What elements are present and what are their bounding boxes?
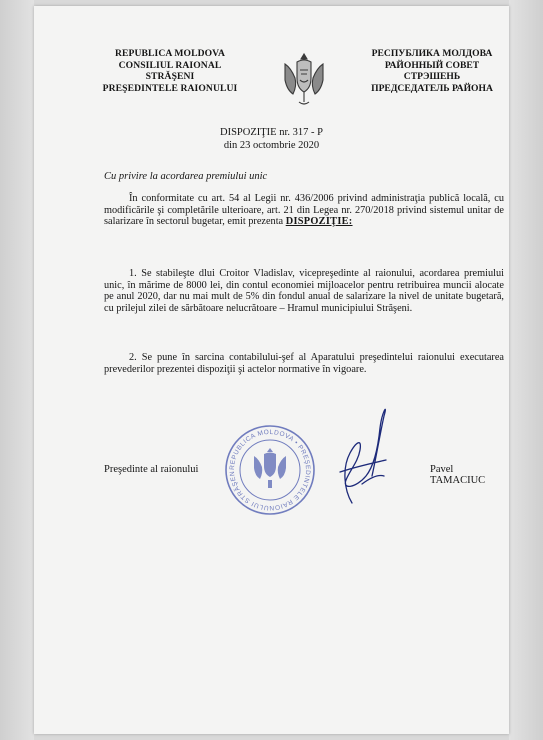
header-right <box>352 48 512 94</box>
official-stamp-icon <box>224 424 316 516</box>
intro-text: În conformitate cu art. 54 al Legii nr. 436/2006 privind administraţia publică locală, cu modificările şi completările ulterioare, art. 21 din Legea nr. 270/2018 privind sistemul unitar de salarizare în sectorul bugetar, emit prezenta <box>104 193 504 228</box>
point-1-paragraph: 1. Se stabileşte dlui Croitor Vladislav, vicepreşedinte al raionului, acordarea premiului unic, în mărime de 8000 lei, din contul economiei mijloacelor pentru retribuirea muncii alocate pe anul 2020, dar nu mai mult de 5% din fondul anual de salarizare la nivel de unitate bugetară, cu prilejul zilei de sărbătoare nelucrătoare – Hramul municipiului Străşeni. <box>104 268 504 314</box>
point-2-paragraph: 2. Se pune în sarcina contabilului-şef al Aparatului preşedintelui raionului executarea prevederilor prezentei dispoziţii şi actelor normative în vigoare. <box>104 352 504 375</box>
header-left-line: PREŞEDINTELE RAIONULUI <box>102 82 238 94</box>
handwritten-signature <box>322 398 402 508</box>
header-left-line: CONSILIUL RAIONAL <box>118 59 222 71</box>
header-left <box>100 48 240 94</box>
disposition-heading <box>34 126 509 152</box>
document-page <box>34 6 509 734</box>
header-right-line: ПРЕДСЕДАТЕЛЬ РАЙОНА <box>371 82 493 94</box>
disposition-date: din 23 octombrie 2020 <box>223 140 320 151</box>
header-left-line: STRĂŞENI <box>145 71 195 82</box>
signatory-role: Preşedinte al raionului <box>104 464 199 475</box>
document-subject: Cu privire la acordarea premiului unic <box>104 171 268 182</box>
disposition-keyword: DISPOZIŢIE: <box>285 216 353 228</box>
header-left-line: REPUBLICA MOLDOVA <box>115 48 225 59</box>
coat-of-arms-icon <box>281 50 327 108</box>
background-frame-left <box>0 0 34 740</box>
stamp-text: REPUBLICA MOLDOVA • PREŞEDINTELE RAIONULUI STRĂŞEN <box>228 428 312 512</box>
header-right-line: СТРЭШЕНЬ <box>403 71 461 82</box>
header-right-line: РЕСПУБЛИКА МОЛДОВА <box>371 48 493 59</box>
signatory-name: Pavel TAMACIUC <box>430 464 486 486</box>
background-frame-right <box>509 0 543 740</box>
intro-paragraph <box>104 193 504 228</box>
disposition-number: DISPOZIŢIE nr. 317 - P <box>220 127 323 138</box>
header-right-line: РАЙОННЫЙ СОВЕТ <box>384 59 480 71</box>
